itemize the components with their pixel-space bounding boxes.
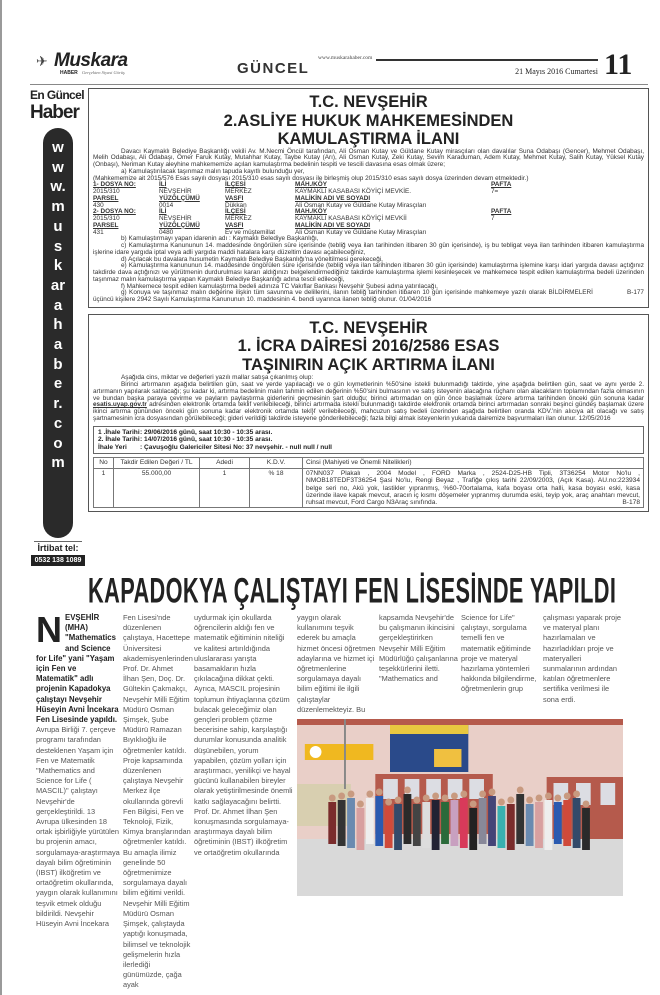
clause-b: b) Kamulaştırmayı yapan idarenin adı : Kaymaklı Belediye Başkanlığı, bbox=[121, 235, 319, 243]
notice-title-3: KAMULAŞTIRMA İLANI bbox=[277, 130, 460, 148]
bird-logo-icon: ✈ bbox=[36, 53, 48, 69]
auction-title-3: TAŞINIRIN AÇIK ARTIRMA İLANI bbox=[242, 355, 495, 374]
grid-cell: Ev ve müştemillat bbox=[225, 228, 276, 236]
grid-header: İLİ bbox=[159, 181, 167, 189]
contact-phone: 0532 138 1089 bbox=[31, 555, 85, 566]
col-header: Cinsi (Mahiyeti ve Önemli Nitelikleri) bbox=[303, 458, 644, 469]
clause-f: f) Mahkemece tespit edilen kamulaştırma bedeli adınıza TC Vakıflar Bankası Nevşehir Şubesi adına yatırılacağı, bbox=[121, 282, 438, 290]
person-figure bbox=[338, 800, 346, 846]
logo-sub: HABER bbox=[60, 70, 78, 76]
person-head bbox=[442, 795, 449, 802]
auction-ref: B-178 bbox=[622, 499, 640, 507]
grid-header: MALİKİN ADI VE SOYADI bbox=[295, 194, 371, 202]
sidebar bbox=[30, 88, 86, 566]
person-head bbox=[348, 791, 355, 798]
grid-header: VASFI bbox=[225, 194, 244, 202]
person-head bbox=[517, 787, 524, 794]
grid-cell: 7= bbox=[491, 188, 499, 195]
issue-date: 21 Mayıs 2016 Cumartesi bbox=[515, 67, 598, 76]
clause-d: d) Açılacak bu davalara husumetin Kaymaklı Belediye Başkanlığı'na yöneltilmesi gerekeceği, bbox=[121, 255, 383, 263]
person-head bbox=[554, 795, 561, 802]
cell-count: 1 bbox=[200, 469, 250, 508]
notices bbox=[88, 88, 649, 566]
header-rule bbox=[376, 59, 598, 61]
person-figure bbox=[469, 808, 477, 850]
person-head bbox=[404, 787, 411, 794]
person-figure bbox=[413, 804, 421, 846]
notice-clauses bbox=[93, 236, 644, 304]
grid-header: 2- DOSYA NO: bbox=[93, 208, 136, 216]
auction-text-2: adresinden elektronik ortamda teklif verilebileceği, birinci artırmada istekli bulunmadığı takdirde elektronik ortamda birinci artırmadan sonraki beşinci gündeş başlamak üzere ikinci artırma gününden önceki gün sonuna kadar elektronik ortamda tekl}f verilebileceği, mahcuzun satış bedeli üzerinden aşağıda belirtilen oranda KDV.'nin alıcıya ait olacağı ve satış şartnamesinin icra dosyasından görülebileceği; gideri verildiği takdirde isteyene gönderilebileceği; fazla bilgi almak isteyenlerin yukarıda dairemize başvurmaları ilan olunur. 12/05/2016 bbox=[93, 401, 644, 422]
person-figure bbox=[479, 798, 487, 844]
article-column-5: kapsamda Nevşehir'de bu çalışmanın ikincisini gerçekleştirirken Nevşehir Milli Eğitim Müdürlüğü çalışanlarına teşekkürlerini iletti. "Mathematics and bbox=[379, 613, 458, 684]
person-figure bbox=[328, 802, 336, 844]
grid-cell: 430 bbox=[93, 201, 104, 209]
parcel-grid bbox=[93, 182, 644, 236]
person-head bbox=[507, 797, 514, 804]
article-right-block bbox=[297, 613, 623, 896]
vertical-url-text: www.muskarahaber.com bbox=[50, 139, 66, 472]
sidebar-line2: Haber bbox=[30, 102, 79, 123]
grid-cell: KAYMAKLI KASABASI KÖYİÇİ MEVKİE. bbox=[295, 188, 412, 195]
auction-title-1: T.C. NEVŞEHİR bbox=[309, 318, 428, 337]
grid-cell: MERKEZ bbox=[225, 188, 252, 195]
notice-a: a) Kamulaştırılacak taşınmaz malın tapuda kayıtlı bulunduğu yer, bbox=[121, 167, 305, 175]
article-text: Avrupa Birliği 7. çerçeve programı tarafından desteklenen Yaşam için Fen ve Matematik "Mathematics and Science for Life ( MASCIL)" çalıştayı Nevşehir'de gerçekleştirildi. 13 Avrupa ülkesinden 18 ortak işbirliğiyle yürütülen bu projenin amacı, sorgulamaya-araştırmaya dayalı bilim öğretiminin (IBST) ilköğretim ve ortaöğretim okullarında, yaygın olarak kullanımını teşvik etmek olduğu bildirildi. Nevşehir Hüseyin Avni İncekara bbox=[36, 725, 120, 929]
grid-cell: 2015/310 bbox=[93, 188, 120, 195]
sidebar-line1: En Güncel bbox=[30, 88, 84, 102]
ihale1-label: 1 .İhale Tarihi bbox=[98, 428, 140, 436]
grid-cell: MERKEZ bbox=[225, 215, 252, 222]
cell-value: 55.000,00 bbox=[114, 469, 200, 508]
person-head bbox=[423, 795, 430, 802]
person-head bbox=[338, 793, 345, 800]
person-head bbox=[536, 795, 543, 802]
clause-g: g) Konuya ve taşınmaz malın değerine ilişkin tüm savunma ve delillerini, ilanın tebliğ tarihinden itibaren 10 gün içerisinde mahkemeye yazılı olarak BİLDİRMELERİ üçüncü kişilere 2942 Sayılı Kamulaştırma Kanununun 10. maddesinin 4. bendi uyarınca ilanen tebliğ olunur. 01/04/2016 bbox=[93, 289, 593, 303]
grid-header: PARSEL bbox=[93, 194, 119, 202]
person-figure bbox=[375, 796, 383, 846]
notice-intro: Davacı Kaymaklı Belediye Başkanlığı vekili Av. M.Necmi Öncül tarafından, Ali Osman Kutay ve Güldane Kutay mirasçıları olan davalılar Suna Odabaşı (Gencer), Mehmet Odabaşı, Melih Odabaşı, Ali Odabaşı, Ömer Faruk Kutay, Mutahhar Kutay, Taybe Kutay (Arı), Ali Osman Kutay, Zeki Kutay, Sevim Karaduman, Adem Kutay, Mehmet Kutay, Salih Kutay, Yüksel Kutay (Onbaşı), Neriman Kutay aleyhine mahkememize açılan kamulaştırma bedelinin tespiti ve tescili davasına esas olmak üzere; bbox=[93, 147, 644, 168]
auction-title-2: 1. İCRA DAİRESİ 2016/2586 ESAS bbox=[237, 337, 500, 356]
person-head bbox=[329, 795, 336, 802]
contact-label: İrtibat tel: bbox=[34, 541, 82, 553]
grid-header: İLÇESİ bbox=[225, 181, 246, 189]
school-group-photo-image bbox=[297, 719, 623, 896]
page-edge bbox=[0, 0, 2, 995]
logo-name: Muskara bbox=[54, 50, 128, 71]
notice-note: (Mahkememize ait 2015/576 Esas sayılı dosyası 2015/310 esas sayılı dosyası ile birleşmiş olup 2015/310 esas sayılı dosya üzerinden devam etmektedir.) bbox=[93, 174, 529, 182]
article-body bbox=[36, 609, 626, 991]
article-column-2: Fen Lisesi'nde düzenlenen çalıştaya, Hacettepe Üniversitesi akademisyenlerinden Prof. Dr. Ahmet İlhan Şen, Doç. Dr. Gültekin Çakmakçı, Nevşehir Milli Eğitim Müdürü Osman Şimşek, Şube Müdürü Ramazan Bıyıklıoğlu ile öğretmenler katıldı. Proje kapsamında düzenlenen çalıştaya Nevşehir Merkez ilçe okullarında görevli Fen Bilgisi, Fen ve Teknoloji, Fizik, Kimya branşlarından öğretmenler katıldı. Bu amaçla ilimiz genelinde 50 öğretmenimize sorgulamaya dayalı bilim eğitimi verildi. Nevşehir Milli Eğitim Müdürü Osman Şimşek, çalıştayda yaptığı konuşmada, bilimsel ve teknolojik gelişmelerin hızla ilerlediği günümüzde, çağa ayak bbox=[123, 613, 193, 990]
person-head bbox=[385, 799, 392, 806]
person-figure bbox=[544, 800, 552, 850]
person-figure bbox=[385, 806, 393, 848]
person-figure bbox=[451, 800, 459, 846]
website-url[interactable]: www.muskarahaber.com bbox=[318, 55, 373, 61]
notice-ref: B-177 bbox=[626, 289, 644, 297]
auction-body bbox=[93, 375, 644, 422]
ihale2-value: : 14/07/2016 günü, saat 10:30 - 10:35 arası. bbox=[140, 436, 273, 443]
person-figure bbox=[516, 794, 524, 844]
location-value: : Çavuşoğlu Galericiler Sitesi No: 37 nevşehir. - null null / null bbox=[140, 443, 332, 451]
grid-header: PAFTA bbox=[491, 208, 512, 216]
person-figure bbox=[582, 808, 590, 850]
col-header: Adedi bbox=[200, 458, 250, 469]
table-row bbox=[94, 469, 644, 508]
auction-text: Birinci artırmanın aşağıda belirtilen gün, saat ve yerde yapılacağı ve o gün kıymetlerinin %50'sine istekli bulunmadığı taktirde, yine aşağıda belirtilen gün, saat ve aynı yerde 2. artırmanın yapılarak satılacağı; şu kadar ki, artırma bedelinin malın tahmin edilen değerinin %50'sini bulmasının ve satış isteyenin alacağına rüçhanı olan alacakların toplamından fazla olmasının ve bundan başka paraya çevirme ve payların paylaştırma giderlerini geçmesinin şart olduğu; birinci artırmadan on gün önce başlamak üzere artırma tarihinden önceki gün sonuna kadar bbox=[93, 381, 644, 402]
logo-slogan: Gerçekten Siyasi Görüş bbox=[82, 70, 125, 75]
article-column-3: uydurmak için okullarda öğrencilerin aldığı fen ve matematik eğitiminin niteliği ve kalitesi artırıldığında uluslararası yarışta basamakların hızla çıkılacağına dikkat çekti. Ayrıca, MASCIL projesinin toplumun ihtiyaçlarına çözüm bulacak geleceğimiz olan gençleri problem çözme becerisine sahip, karşılaştığı durumlar konusunda analitik düşünebilen, yorum yapabilen, çözüm yolları için araştırmacı, yenilikçi ve hayal gücünü kullanabilen bireyler olarak yetiştirilmesinde önemli katkı sağlayacağını belirtti. Prof. Dr. Ahmet İlhan Şen konuşmasında sorgulamaya-araştırmaya dayalı bilim öğretiminin (IBST) ilköğretim ve ortaöğretim okullarında bbox=[194, 613, 293, 857]
cell-no: 1 bbox=[94, 469, 114, 508]
grid-cell: 431 bbox=[93, 228, 104, 236]
person-head bbox=[573, 791, 580, 798]
ihale2-label: 2. İhale Tarihi bbox=[98, 436, 140, 443]
person-head bbox=[583, 801, 590, 808]
person-figure bbox=[526, 804, 534, 846]
person-head bbox=[498, 799, 505, 806]
person-figure bbox=[554, 802, 562, 844]
group-photo bbox=[297, 719, 623, 896]
person-head bbox=[479, 791, 486, 798]
person-figure bbox=[573, 798, 581, 848]
col-header: Takdir Edilen Değeri / TL bbox=[114, 458, 200, 469]
person-figure bbox=[563, 800, 571, 846]
grid-header: 1- DOSYA NO: bbox=[93, 181, 136, 189]
person-head bbox=[376, 789, 383, 796]
grid-header: MALİKİN ADI VE SOYADI bbox=[295, 221, 371, 229]
person-figure bbox=[394, 804, 402, 850]
section-title: GÜNCEL bbox=[237, 60, 310, 77]
person-head bbox=[564, 793, 571, 800]
article-column-4: yaygın olarak kullanımını teşvik ederek bu amaçla hizmet öncesi öğretmen adaylarına ve hizmet içi öğretmenlerine sorgulamaya dayalı bilim eğitimi ile ilgili çalıştaylar düzenlemekteyiz. Bu bbox=[297, 613, 376, 714]
page-number: 11 bbox=[604, 48, 633, 81]
article-column-7: çalışması yaparak proje ve materyal planı hazırlamaları ve hazırladıkları proje ve materyalleri sunmalarının ardından katılan öğretmenlere sertifika verilmesi ile sona erdi. bbox=[543, 613, 622, 704]
article-column-1 bbox=[36, 609, 120, 929]
person-figure bbox=[488, 796, 496, 846]
person-figure bbox=[535, 802, 543, 848]
grid-header: YÜZÖLÇÜMÜ bbox=[159, 221, 200, 229]
article-upper-columns bbox=[297, 613, 623, 715]
clause-c: c) Kamulaştırma Kanununun 14. maddesinde öngörülen süre içerisinde (tebliğ veya ilan tarihinden itibaren 30 gün içerisinde), iş bu tebligat veya ilan tarihinden itibaren kamulaştırma işlerine idare yargıda iptal veya adli yargıda maddi hatalara karşı düzeltim davası açabileceğiniz, bbox=[93, 242, 644, 256]
notice-body bbox=[93, 149, 644, 183]
auction-dates bbox=[93, 426, 644, 455]
header-divider bbox=[30, 84, 648, 85]
article-headline bbox=[0, 572, 660, 612]
cell-vat: % 18 bbox=[250, 469, 303, 508]
person-figure bbox=[507, 804, 515, 850]
headline-text: KAPADOKYA ÇALIŞTAYI FEN LİSESİNDE YAPILDI bbox=[88, 572, 617, 612]
person-head bbox=[432, 793, 439, 800]
person-head bbox=[545, 793, 552, 800]
expropriation-notice bbox=[88, 88, 649, 308]
grid-header: MAH./KÖY bbox=[295, 208, 327, 216]
person-head bbox=[451, 793, 458, 800]
ihale1-value: : 29/06/2016 günü, saat 10:30 - 10:35 arası. bbox=[140, 428, 273, 436]
grid-cell: NEVŞEHİR bbox=[159, 215, 192, 222]
cell-description: 07NN037 Plakalı , 2004 Model , FORD Marka , 2524-D25-HB Tipli, 3T36254 Motor No'lu , NMOB18TEDF3T36254 Şasi No'lu, Rengi Beyaz , Trafiğe çıkış tarihi 22/09/2003, (Açık Kasa). AU.no:223934 belge seri no, Akü yok, lastikler yıpranmış, %60-70ortalama, kafa boyası orta halli, kasa boyası eski, kasa üzerinde ilave kapak mevcut, aracın iç kısmı döşemeler yıpranmış durumda eski, teyip yok, araç anahtarı mevcut, ruhsat mevcut, Ford Cargo N3Araç sınıfında. bbox=[306, 470, 640, 507]
person-figure bbox=[404, 794, 412, 844]
clause-e: e) Kamulaştırma kanununun 14. maddesinde öngörülen süre içerisinde (tebliğ veya ilan tarihinden itibaren 30 gün içerisinde) kamulaştırma işlemine karşı idari yargıda davası açtığınız takdirde dava açtığınızı ve yürütmenin durdurulması kararı aldığınızı belgelendirmediğiniz takdirde kamulaştırma işlemi kesinleşecek ve mahkemece tespit edilen kamulaştırma bedeli üzerinden taşınmaz malın kamulaştırma yapan Kaymaklı Belediye Başkanlığı adına tescil edileceği, bbox=[93, 262, 644, 283]
person-figure bbox=[432, 800, 440, 850]
person-head bbox=[460, 791, 467, 798]
person-figure bbox=[422, 802, 430, 848]
grid-header: PARSEL bbox=[93, 221, 119, 229]
grid-header: PAFTA bbox=[491, 181, 512, 189]
vertical-url-banner[interactable] bbox=[43, 128, 73, 538]
person-head bbox=[395, 797, 402, 804]
person-figure bbox=[460, 798, 468, 848]
auction-intro: Aşağıda cins, miktar ve değerleri yazılı mallar satışa çıkarılmış olup: bbox=[121, 374, 314, 382]
person-head bbox=[470, 801, 477, 808]
grid-header: YÜZÖLÇÜMÜ bbox=[159, 194, 200, 202]
auction-table bbox=[93, 457, 644, 508]
location-label: İhale Yeri bbox=[98, 443, 127, 451]
person-head bbox=[489, 789, 496, 796]
person-figure bbox=[366, 798, 374, 844]
notice-title-1: T.C. NEVŞEHİR bbox=[309, 93, 428, 111]
person-head bbox=[526, 797, 533, 804]
person-head bbox=[357, 801, 364, 808]
person-figure bbox=[441, 802, 449, 844]
drop-cap: N bbox=[36, 609, 62, 650]
grid-header: İLİ bbox=[159, 208, 167, 216]
col-header: No bbox=[94, 458, 114, 469]
grid-cell: 2015/310 bbox=[93, 215, 120, 222]
grid-cell: NEVŞEHİR bbox=[159, 188, 192, 195]
sidebar-heading bbox=[30, 88, 86, 124]
table-header-row bbox=[94, 458, 644, 469]
person-figure bbox=[357, 808, 365, 850]
grid-header: MAH./KÖY bbox=[295, 181, 327, 189]
masthead-logo[interactable] bbox=[36, 50, 126, 78]
top-section bbox=[30, 88, 649, 566]
esatis-link[interactable]: esatis.uyap.gov.tr bbox=[93, 401, 147, 409]
grid-cell: Ali Osman Kutay ve Güldane Kutay Mirasçıları bbox=[295, 228, 427, 236]
grid-header: VASFI bbox=[225, 221, 244, 229]
col-header: K.D.V. bbox=[250, 458, 303, 469]
grid-cell: Dükkan bbox=[225, 201, 247, 209]
grid-cell: 7 bbox=[491, 215, 495, 222]
grid-header: İLÇESİ bbox=[225, 208, 246, 216]
article-lead: EVŞEHİR (MHA) "Mathematics and Science for Life" yani "Yaşam için Fen ve Matematik" adlı projenin Kapadokya çalıştayı Nevşehir Hüseyin Avni İncekara Fen Lisesinde yapıldı. bbox=[36, 613, 119, 725]
grid-cell: KAYMAKLI KASABASI KÖYİÇİ MEVKİİ bbox=[295, 215, 407, 222]
person-head bbox=[413, 797, 420, 804]
person-figure bbox=[347, 798, 355, 848]
notice-title-2: 2.ASLİYE HUKUK MAHKEMESİNDEN bbox=[223, 111, 514, 130]
article-column-6: Science for Life" çalıştayı, sorgulama temelli fen ve matematik eğitiminde proje ve materyal hazırlama yöntemleri hakkında bilgilendirme, öğretmenlerin grup bbox=[461, 613, 537, 694]
person-figure bbox=[497, 806, 505, 848]
grid-cell: Ali Osman Kutay ve Güldane Kutay Mirasçıları bbox=[295, 201, 427, 209]
grid-cell: 0014 bbox=[159, 201, 174, 209]
person-head bbox=[366, 791, 373, 798]
grid-cell: 0480 bbox=[159, 228, 174, 236]
auction-notice bbox=[88, 314, 649, 513]
